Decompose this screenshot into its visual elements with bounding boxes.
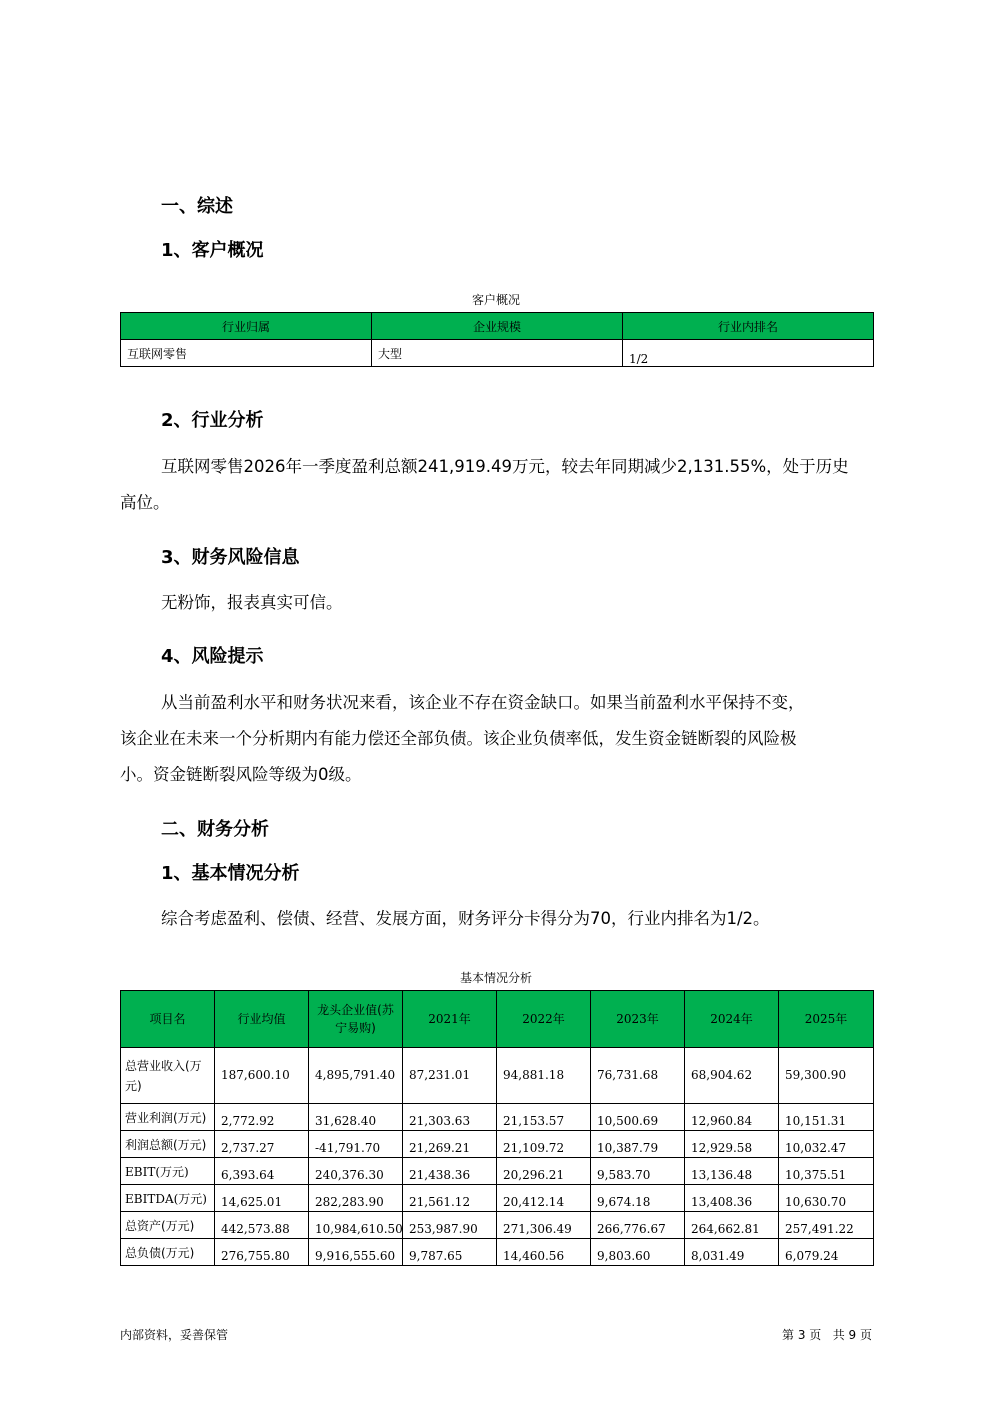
row-label: 营业利润(万元) (121, 1104, 215, 1131)
value-cell: 257,491.22 (779, 1212, 874, 1239)
row-label: 利润总额(万元) (121, 1131, 215, 1158)
value-cell: 4,895,791.40 (309, 1048, 403, 1104)
value-cell: 9,583.70 (591, 1158, 685, 1185)
value-cell: 6,393.64 (215, 1158, 309, 1185)
value-cell: 59,300.90 (779, 1048, 874, 1104)
value-cell: 2,772.92 (215, 1104, 309, 1131)
basic-analysis-text: 综合考虑盈利、偿债、经营、发展方面，财务评分卡得分为70，行业内排名为1/2。 (161, 909, 770, 928)
row-label: 总资产(万元) (121, 1212, 215, 1239)
value-cell: 20,296.21 (497, 1158, 591, 1185)
header-cell: 2025年 (779, 991, 874, 1048)
row-label: 总营业收入(万元) (121, 1048, 215, 1104)
industry-cell: 互联网零售 (121, 340, 372, 367)
value-cell: 21,269.21 (403, 1131, 497, 1158)
section-1-heading: 一、综述 (161, 196, 233, 217)
basic-analysis-heading: 1、基本情况分析 (161, 863, 300, 884)
value-cell: 13,408.36 (685, 1185, 779, 1212)
row-label: EBIT(万元) (121, 1158, 215, 1185)
table-row (121, 1104, 874, 1131)
value-cell: 266,776.67 (591, 1212, 685, 1239)
industry-analysis-heading: 2、行业分析 (161, 410, 264, 431)
table-row (121, 1212, 874, 1239)
value-cell: 12,960.84 (685, 1104, 779, 1131)
header-cell: 2023年 (591, 991, 685, 1048)
industry-analysis-text-line1: 互联网零售2026年一季度盈利总额241,919.49万元，较去年同期减少2,131.55%，处于历史 (161, 457, 849, 476)
risk-warning-line2: 该企业在未来一个分析期内有能力偿还全部负债。该企业负债率低，发生资金链断裂的风险极 (120, 729, 797, 748)
header-cell: 2021年 (403, 991, 497, 1048)
value-cell: 264,662.81 (685, 1212, 779, 1239)
table-row (121, 340, 874, 367)
value-cell: 10,630.70 (779, 1185, 874, 1212)
value-cell: 94,881.18 (497, 1048, 591, 1104)
header-cell: 行业内排名 (623, 313, 874, 340)
value-cell: 253,987.90 (403, 1212, 497, 1239)
table-header-row (121, 313, 874, 340)
value-cell: 271,306.49 (497, 1212, 591, 1239)
header-cell: 行业归属 (121, 313, 372, 340)
risk-warning-line1: 从当前盈利水平和财务状况来看，该企业不存在资金缺口。如果当前盈利水平保持不变， (161, 693, 805, 712)
value-cell: 10,375.51 (779, 1158, 874, 1185)
scale-cell: 大型 (372, 340, 623, 367)
table-row (121, 1239, 874, 1266)
header-cell: 龙头企业值(苏宁易购) (309, 991, 403, 1048)
value-cell: 8,031.49 (685, 1239, 779, 1266)
value-cell: 282,283.90 (309, 1185, 403, 1212)
value-cell: 20,412.14 (497, 1185, 591, 1212)
value-cell: 21,438.36 (403, 1158, 497, 1185)
table-header-row (121, 991, 874, 1048)
value-cell: 6,079.24 (779, 1239, 874, 1266)
table1-caption: 客户概况 (471, 293, 520, 307)
value-cell: 87,231.01 (403, 1048, 497, 1104)
value-cell: 2,737.27 (215, 1131, 309, 1158)
footer-confidential: 内部资料，妥善保管 (120, 1328, 229, 1342)
table-row (121, 1158, 874, 1185)
value-cell: 442,573.88 (215, 1212, 309, 1239)
value-cell: 10,032.47 (779, 1131, 874, 1158)
value-cell: 14,460.56 (497, 1239, 591, 1266)
value-cell: 240,376.30 (309, 1158, 403, 1185)
financial-risk-text: 无粉饰，报表真实可信。 (161, 593, 343, 612)
table-row (121, 1185, 874, 1212)
value-cell: 21,303.63 (403, 1104, 497, 1131)
footer-page-number: 第 3 页 共 9 页 (782, 1328, 872, 1342)
value-cell: 10,151.31 (779, 1104, 874, 1131)
industry-analysis-text-line2: 高位。 (120, 493, 170, 512)
header-cell: 企业规模 (372, 313, 623, 340)
value-cell: 276,755.80 (215, 1239, 309, 1266)
row-label: 总负债(万元) (121, 1239, 215, 1266)
value-cell: 14,625.01 (215, 1185, 309, 1212)
value-cell: 31,628.40 (309, 1104, 403, 1131)
basic-analysis-table (120, 990, 874, 1266)
rank-cell: 1/2 (623, 340, 874, 367)
value-cell: 13,136.48 (685, 1158, 779, 1185)
table-row (121, 1048, 874, 1104)
header-cell: 2022年 (497, 991, 591, 1048)
header-cell: 行业均值 (215, 991, 309, 1048)
value-cell: 9,803.60 (591, 1239, 685, 1266)
table2-caption: 基本情况分析 (459, 971, 532, 985)
section-2-heading: 二、财务分析 (161, 819, 269, 840)
client-overview-heading: 1、客户概况 (161, 240, 264, 261)
value-cell: 10,500.69 (591, 1104, 685, 1131)
risk-warning-line3: 小。资金链断裂风险等级为0级。 (120, 765, 362, 784)
header-cell: 项目名 (121, 991, 215, 1048)
value-cell: 187,600.10 (215, 1048, 309, 1104)
value-cell: 21,561.12 (403, 1185, 497, 1212)
row-label: EBITDA(万元) (121, 1185, 215, 1212)
value-cell: 12,929.58 (685, 1131, 779, 1158)
risk-warning-heading: 4、风险提示 (161, 646, 264, 667)
value-cell: 76,731.68 (591, 1048, 685, 1104)
table-row (121, 1131, 874, 1158)
value-cell: 21,153.57 (497, 1104, 591, 1131)
header-cell: 2024年 (685, 991, 779, 1048)
value-cell: 21,109.72 (497, 1131, 591, 1158)
value-cell: 9,916,555.60 (309, 1239, 403, 1266)
financial-risk-heading: 3、财务风险信息 (161, 547, 300, 568)
value-cell: -41,791.70 (309, 1131, 403, 1158)
client-overview-table (120, 312, 874, 367)
value-cell: 9,787.65 (403, 1239, 497, 1266)
value-cell: 68,904.62 (685, 1048, 779, 1104)
value-cell: 9,674.18 (591, 1185, 685, 1212)
value-cell: 10,387.79 (591, 1131, 685, 1158)
value-cell: 10,984,610.50 (309, 1212, 403, 1239)
